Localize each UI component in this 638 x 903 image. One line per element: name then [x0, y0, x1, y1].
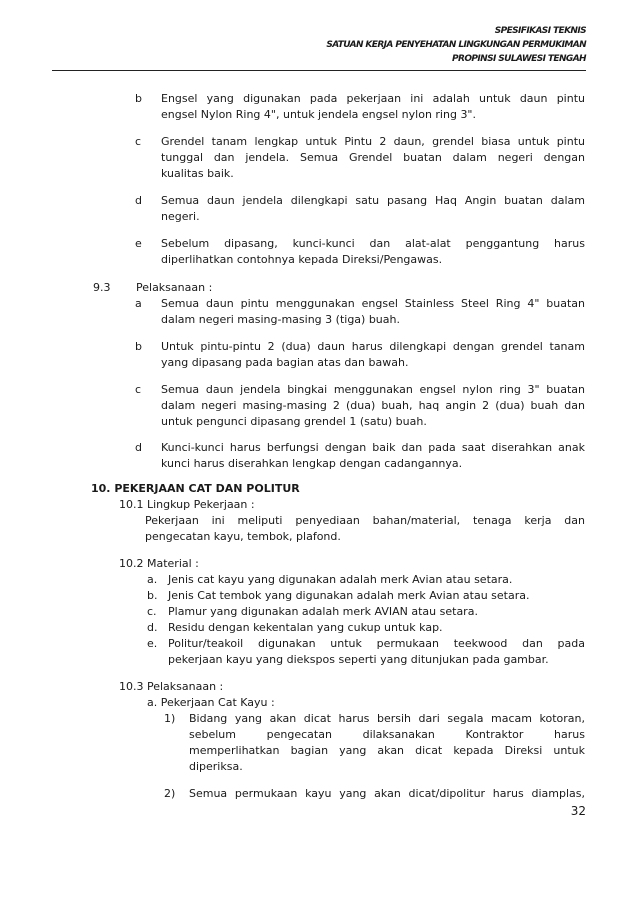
- item-line: Plamur yang digunakan adalah merk AVIAN atau setara.: [168, 605, 478, 618]
- item-line: yang dipasang pada bagian atas dan bawah.: [161, 356, 409, 369]
- item-line: pekerjaan kayu yang diekspos seperti yang ditunjukan pada gambar.: [168, 653, 549, 666]
- section-title: Pelaksanaan :: [136, 281, 213, 294]
- item-letter: b: [135, 92, 142, 105]
- item-line: Semua permukaan kayu yang akan dicat/dipolitur harus diamplas,: [189, 787, 585, 800]
- item-line: Jenis cat kayu yang digunakan adalah merk Avian atau setara.: [168, 573, 513, 586]
- item-line: negeri.: [161, 210, 200, 223]
- item-line: Sebelum dipasang, kunci-kunci dan alat-alat penggantung harus: [161, 237, 585, 250]
- item-letter: a: [135, 297, 142, 310]
- item-line: kualitas baik.: [161, 167, 234, 180]
- subsection-title: 10.3 Pelaksanaan :: [119, 680, 224, 693]
- item-line: Jenis Cat tembok yang digunakan adalah merk Avian atau setara.: [168, 589, 530, 602]
- page-number: 32: [570, 804, 586, 818]
- header-subtitle: SATUAN KERJA PENYEHATAN LINGKUNGAN PERMUKIMAN: [326, 40, 586, 50]
- item-line: dalam negeri masing-masing 2 (dua) buah, haq angin 2 (dua) buah dan: [161, 399, 585, 412]
- item-number: 2): [164, 787, 176, 800]
- item-letter: e: [135, 237, 142, 250]
- item-line: Engsel yang digunakan pada pekerjaan ini adalah untuk daun pintu: [161, 92, 585, 105]
- item-line: Untuk pintu-pintu 2 (dua) daun harus dilengkapi dengan grendel tanam: [161, 340, 585, 353]
- item-letter: a.: [147, 573, 158, 586]
- item-letter: b.: [147, 589, 158, 602]
- item-line: Politur/teakoil digunakan untuk permukaan teekwood dan pada: [168, 637, 585, 650]
- header-rule: [52, 70, 586, 71]
- item-letter: d: [135, 194, 142, 207]
- item-line: Semua daun pintu menggunakan engsel Stainless Steel Ring 4" buatan: [161, 297, 585, 310]
- item-line: Kunci-kunci harus berfungsi dengan baik dan pada saat diserahkan anak: [161, 441, 585, 454]
- section-number: 9.3: [93, 281, 111, 294]
- item-line: kunci harus diserahkan lengkap dengan cadangannya.: [161, 457, 463, 470]
- item-line: diperiksa.: [189, 760, 243, 773]
- item-line: Residu dengan kekentalan yang cukup untuk kap.: [168, 621, 443, 634]
- header-title: SPESIFIKASI TEKNIS: [494, 26, 586, 36]
- subsection-title: 10.2 Material :: [119, 557, 199, 570]
- item-letter: e.: [147, 637, 158, 650]
- item-line: tunggal dan jendela. Semua Grendel buatan dalam negeri dengan: [161, 151, 585, 164]
- subsection-title: 10.1 Lingkup Pekerjaan :: [119, 498, 255, 511]
- item-line: engsel Nylon Ring 4", untuk jendela engsel nylon ring 3".: [161, 108, 476, 121]
- item-number: 1): [164, 712, 176, 725]
- paragraph-line: pengecatan kayu, tembok, plafond.: [145, 530, 341, 543]
- item-letter: d.: [147, 621, 158, 634]
- item-line: memperlihatkan bagian yang akan dicat kepada Direksi untuk: [189, 744, 585, 757]
- paragraph-line: Pekerjaan ini meliputi penyediaan bahan/material, tenaga kerja dan: [145, 514, 585, 527]
- item-line: dalam negeri masing-masing 3 (tiga) buah.: [161, 313, 400, 326]
- item-letter: d: [135, 441, 142, 454]
- sub-item-title: a. Pekerjaan Cat Kayu :: [147, 696, 275, 709]
- item-line: Semua daun jendela dilengkapi satu pasang Haq Angin buatan dalam: [161, 194, 585, 207]
- item-letter: b: [135, 340, 142, 353]
- item-line: Grendel tanam lengkap untuk Pintu 2 daun, grendel biasa untuk pintu: [161, 135, 585, 148]
- section-heading: 10. PEKERJAAN CAT DAN POLITUR: [91, 482, 300, 495]
- header-province: PROPINSI SULAWESI TENGAH: [452, 54, 586, 64]
- item-letter: c: [135, 135, 142, 148]
- item-line: Bidang yang akan dicat harus bersih dari segala macam kotoran,: [189, 712, 585, 725]
- item-line: Semua daun jendela bingkai menggunakan engsel nylon ring 3" buatan: [161, 383, 585, 396]
- item-letter: c.: [147, 605, 157, 618]
- item-letter: c: [135, 383, 142, 396]
- item-line: diperlihatkan contohnya kepada Direksi/Pengawas.: [161, 253, 443, 266]
- item-line: untuk pengunci dipasang grendel 1 (satu) buah.: [161, 415, 427, 428]
- item-line: sebelum pengecatan dilaksanakan Kontraktor harus: [189, 728, 585, 741]
